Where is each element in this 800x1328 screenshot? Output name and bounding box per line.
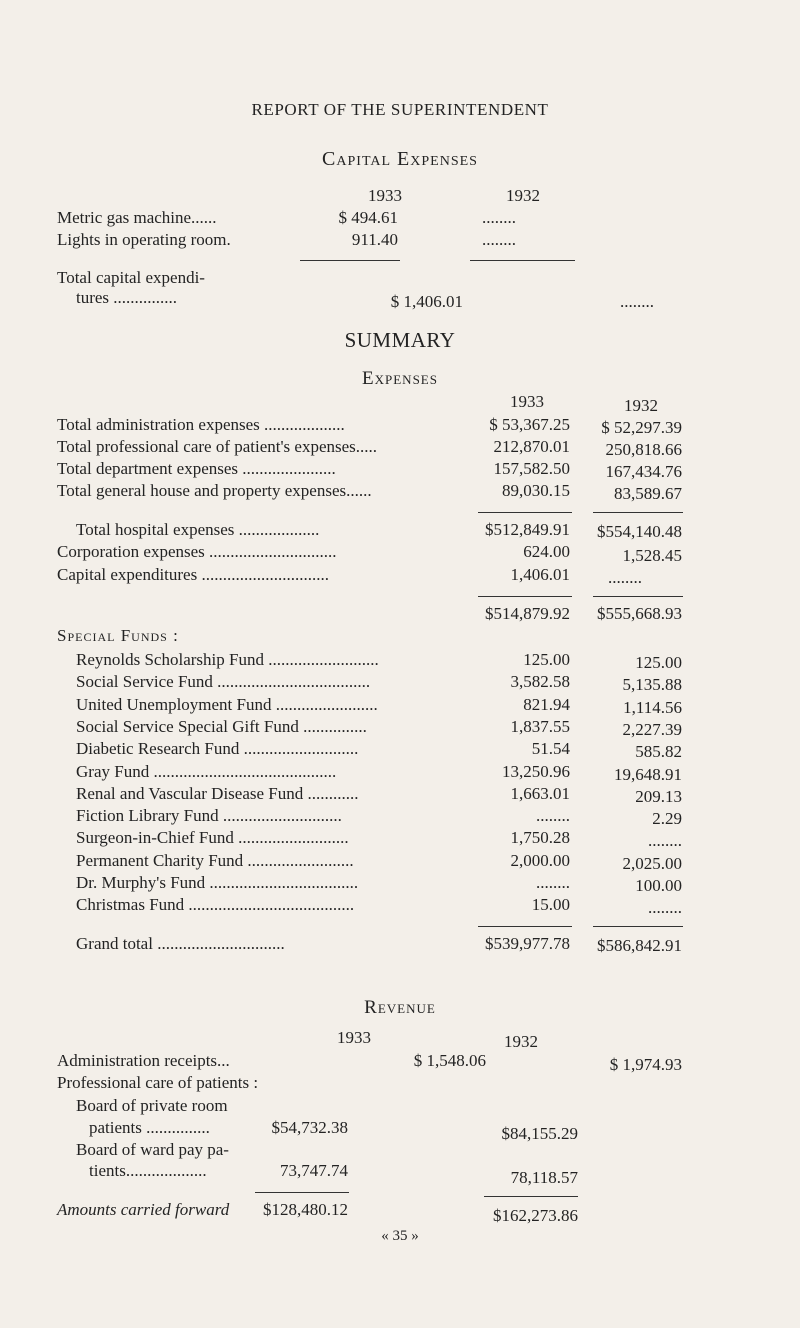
board-ward-label-line1: Board of ward pay pa- bbox=[76, 1140, 229, 1159]
fund-row-value-1933: 3,582.58 bbox=[510, 672, 570, 691]
capital-rule-1932 bbox=[470, 260, 575, 261]
capital-row-value-1932: ........ bbox=[482, 208, 516, 227]
fund-row-value-1933: ........ bbox=[536, 806, 570, 825]
amounts-carried-forward-1932: $162,273.86 bbox=[493, 1206, 578, 1225]
expense-row-label: Total general house and property expenses...... bbox=[57, 481, 372, 500]
fund-row-label: Social Service Special Gift Fund ............... bbox=[76, 717, 367, 736]
expense-row-value-1933: $ 53,367.25 bbox=[489, 415, 570, 434]
board-ward-1932: 78,118.57 bbox=[510, 1168, 578, 1187]
fund-row-value-1933: 1,750.28 bbox=[510, 828, 570, 847]
capital-total-value-1933: $ 1,406.01 bbox=[390, 292, 463, 311]
fund-row-value-1933: 821.94 bbox=[523, 695, 570, 714]
capital-expenditures-label: Capital expenditures .............................. bbox=[57, 565, 329, 584]
page-header: REPORT OF THE SUPERINTENDENT bbox=[251, 100, 549, 119]
special-funds-title: Special Funds : bbox=[57, 626, 179, 645]
expense-row-value-1932: 83,589.67 bbox=[614, 484, 682, 503]
hospital-total-1933: $512,849.91 bbox=[485, 520, 570, 539]
fund-row-label: Surgeon-in-Chief Fund .......................... bbox=[76, 828, 349, 847]
fund-row-label: Permanent Charity Fund ......................... bbox=[76, 851, 354, 870]
fund-row-value-1933: ........ bbox=[536, 873, 570, 892]
corporation-label: Corporation expenses .............................. bbox=[57, 542, 337, 561]
fund-row-label: United Unemployment Fund ........................ bbox=[76, 695, 378, 714]
fund-row-value-1933: 125.00 bbox=[523, 650, 570, 669]
fund-row-value-1932: 209.13 bbox=[635, 787, 682, 806]
fund-row-value-1932: 2,227.39 bbox=[622, 720, 682, 739]
administration-receipts-1932: $ 1,974.93 bbox=[609, 1055, 682, 1074]
summary-title: SUMMARY bbox=[344, 328, 456, 352]
capital-year-1933: 1933 bbox=[368, 186, 402, 205]
subtotal-1932: $555,668.93 bbox=[597, 604, 682, 623]
administration-receipts-1933: $ 1,548.06 bbox=[413, 1051, 486, 1070]
capital-row-value-1933: $ 494.61 bbox=[338, 208, 398, 227]
grand-total-1932: $586,842.91 bbox=[597, 936, 682, 955]
hospital-total-1932: $554,140.48 bbox=[597, 522, 682, 541]
board-private-1932: $84,155.29 bbox=[501, 1124, 578, 1143]
revenue-year-1932: 1932 bbox=[504, 1032, 538, 1051]
fund-row-value-1933: 1,837.55 bbox=[510, 717, 570, 736]
hospital-total-label: Total hospital expenses ................... bbox=[76, 520, 320, 539]
capital-year-1932: 1932 bbox=[506, 186, 540, 205]
board-private-label-line1: Board of private room bbox=[76, 1096, 228, 1115]
fund-row-value-1933: 15.00 bbox=[531, 895, 570, 914]
capital-row-value-1933: 911.40 bbox=[351, 230, 398, 249]
expenses-title: Expenses bbox=[362, 368, 438, 389]
expense-row-label: Total professional care of patient's expenses..... bbox=[57, 437, 378, 456]
expenses-rule-1932 bbox=[593, 512, 683, 513]
administration-receipts-label: Administration receipts... bbox=[57, 1051, 230, 1070]
amounts-carried-forward-1933: $128,480.12 bbox=[263, 1200, 348, 1219]
amounts-carried-forward-label: Amounts carried forward bbox=[57, 1200, 230, 1219]
fund-row-value-1932: 5,135.88 bbox=[622, 675, 682, 694]
fund-row-value-1932: 125.00 bbox=[635, 653, 682, 672]
subtotal-rule-1933 bbox=[478, 596, 572, 597]
expense-row-value-1932: 167,434.76 bbox=[605, 462, 682, 481]
fund-row-label: Christmas Fund ....................................... bbox=[76, 895, 355, 914]
summary-year-1932: 1932 bbox=[624, 396, 658, 415]
fund-row-value-1932: 2,025.00 bbox=[622, 854, 682, 873]
page-number: « 35 » bbox=[381, 1228, 419, 1244]
expense-row-value-1933: 212,870.01 bbox=[493, 437, 570, 456]
fund-row-value-1932: ........ bbox=[648, 831, 682, 850]
fund-row-label: Social Service Fund .................................... bbox=[76, 672, 371, 691]
capital-total-value-1932: ........ bbox=[620, 292, 654, 311]
fund-row-value-1932: 1,114.56 bbox=[623, 698, 682, 717]
capital-total-label-line1: Total capital expendi- bbox=[57, 268, 205, 287]
expense-row-value-1932: $ 52,297.39 bbox=[601, 418, 682, 437]
fund-row-label: Dr. Murphy's Fund ................................... bbox=[76, 873, 359, 892]
board-ward-label-line2: tients................... bbox=[89, 1161, 207, 1180]
capital-row-value-1932: ........ bbox=[482, 230, 516, 249]
capital-row-label: Lights in operating room. bbox=[57, 230, 231, 249]
fund-row-value-1933: 2,000.00 bbox=[510, 851, 570, 870]
fund-row-value-1933: 13,250.96 bbox=[502, 762, 570, 781]
capital-expenses-title: Capital Expenses bbox=[322, 148, 478, 170]
fund-row-label: Gray Fund ........................................... bbox=[76, 762, 337, 781]
summary-year-1933: 1933 bbox=[510, 392, 544, 411]
revenue-title: Revenue bbox=[364, 997, 436, 1018]
grand-total-1933: $539,977.78 bbox=[485, 934, 570, 953]
subtotal-rule-1932 bbox=[593, 596, 683, 597]
board-ward-1933: 73,747.74 bbox=[280, 1161, 348, 1180]
subtotal-1933: $514,879.92 bbox=[485, 604, 570, 623]
capital-expenditures-1933: 1,406.01 bbox=[510, 565, 570, 584]
expense-row-label: Total administration expenses ................... bbox=[57, 415, 345, 434]
professional-care-label: Professional care of patients : bbox=[57, 1073, 259, 1092]
carried-rule-1933 bbox=[255, 1192, 349, 1193]
fund-row-label: Diabetic Research Fund ........................... bbox=[76, 739, 359, 758]
capital-rule-1933 bbox=[300, 260, 400, 261]
corporation-1933: 624.00 bbox=[523, 542, 570, 561]
expense-row-value-1932: 250,818.66 bbox=[605, 440, 682, 459]
capital-total-label-line2: tures ............... bbox=[76, 288, 178, 307]
expenses-rule-1933 bbox=[478, 512, 572, 513]
expense-row-value-1933: 157,582.50 bbox=[493, 459, 570, 478]
grand-total-rule-1932 bbox=[593, 926, 683, 927]
capital-row-label: Metric gas machine...... bbox=[57, 208, 217, 227]
fund-row-value-1932: 585.82 bbox=[635, 742, 682, 761]
expense-row-label: Total department expenses ...................... bbox=[57, 459, 336, 478]
fund-row-label: Renal and Vascular Disease Fund ............ bbox=[76, 784, 359, 803]
board-private-label-line2: patients ............... bbox=[89, 1118, 210, 1137]
capital-expenditures-1932: ........ bbox=[608, 568, 642, 587]
fund-row-label: Fiction Library Fund ............................ bbox=[76, 806, 342, 825]
fund-row-value-1933: 1,663.01 bbox=[510, 784, 570, 803]
fund-row-label: Reynolds Scholarship Fund .......................... bbox=[76, 650, 379, 669]
board-private-1933: $54,732.38 bbox=[271, 1118, 348, 1137]
fund-row-value-1933: 51.54 bbox=[531, 739, 570, 758]
carried-rule-1932 bbox=[484, 1196, 578, 1197]
grand-total-label: Grand total .............................. bbox=[76, 934, 285, 953]
corporation-1932: 1,528.45 bbox=[622, 546, 682, 565]
grand-total-rule-1933 bbox=[478, 926, 572, 927]
fund-row-value-1932: 19,648.91 bbox=[614, 765, 682, 784]
revenue-year-1933: 1933 bbox=[337, 1028, 371, 1047]
expense-row-value-1933: 89,030.15 bbox=[502, 481, 570, 500]
fund-row-value-1932: 2.29 bbox=[652, 809, 682, 828]
fund-row-value-1932: 100.00 bbox=[635, 876, 682, 895]
fund-row-value-1932: ........ bbox=[648, 898, 682, 917]
